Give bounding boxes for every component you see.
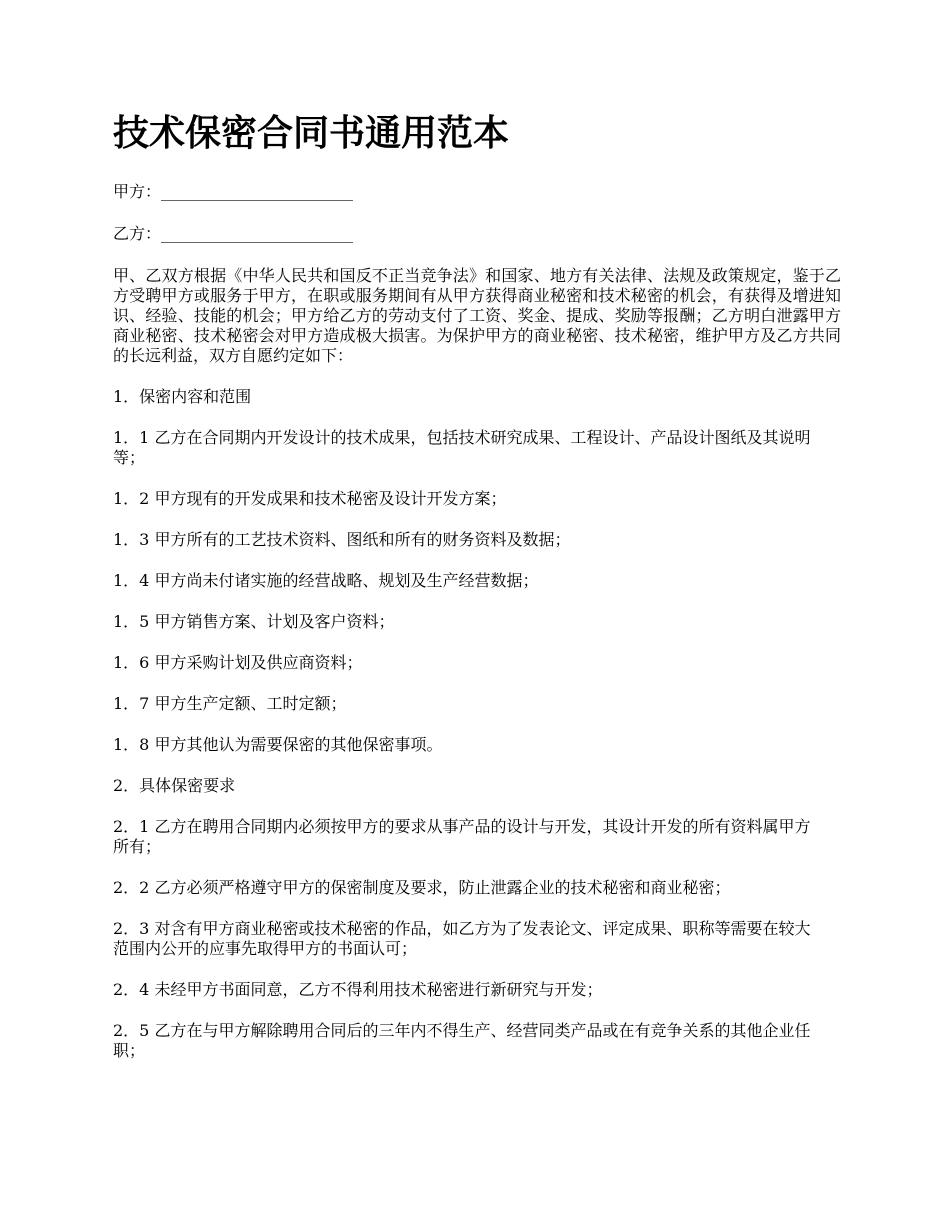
section-1-item-3: 1．3 甲方所有的工艺技术资料、图纸和所有的财务资料及数据； (113, 530, 571, 549)
section-2-item-4: 2．4 未经甲方书面同意，乙方不得利用技术秘密进行新研究与开发； (113, 980, 603, 999)
section-1-item-1: 1．1 乙方在合同期内开发设计的技术成果，包括技术研究成果、工程设计、产品设计图纸及其说明等； (113, 428, 811, 467)
section-2-item-3: 2．3 对含有甲方商业秘密或技术秘密的作品，如乙方为了发表论文、评定成果、职称等需要在较大范围内公开的应事先取得甲方的书面认可； (113, 919, 811, 958)
document-page (113, 108, 843, 1082)
intro-paragraph: 甲、乙双方根据《中华人民共和国反不正当竞争法》和国家、地方有关法律、法规及政策规定，鉴于乙方受聘甲方或服务于甲方，在职或服务期间有从甲方获得商业秘密和技术秘密的机会，有获得及增进知识、经验、技能的机会；甲方给乙方的劳动支付了工资、奖金、提成、奖励等报酬；乙方明白泄露甲方商业秘密、技术秘密会对甲方造成极大损害。为保护甲方的商业秘密、技术秘密，维护甲方及乙方共同的长远利益，双方自愿约定如下： (113, 266, 841, 365)
section-1-item-6: 1．6 甲方采购计划及供应商资料； (113, 653, 363, 672)
section-1-item-4: 1．4 甲方尚未付诸实施的经营战略、规划及生产经营数据； (113, 571, 539, 590)
party-b-line: 乙方：________________________ (113, 224, 354, 243)
section-1-item-7: 1．7 甲方生产定额、工时定额； (113, 694, 347, 713)
document-title: 技术保密合同书通用范本 (113, 113, 510, 154)
section-2-heading: 2．具体保密要求 (113, 776, 236, 795)
section-1-item-5: 1．5 甲方销售方案、计划及客户资料； (113, 612, 395, 631)
section-2-item-1: 2．1 乙方在聘用合同期内必须按甲方的要求从事产品的设计与开发，其设计开发的所有资料属甲方所有； (113, 817, 811, 856)
section-2-item-2: 2．2 乙方必须严格遵守甲方的保密制度及要求，防止泄露企业的技术秘密和商业秘密； (113, 878, 731, 897)
section-1-item-8: 1．8 甲方其他认为需要保密的其他保密事项。 (113, 735, 443, 754)
section-1-heading: 1．保密内容和范围 (113, 387, 252, 406)
party-a-line: 甲方：________________________ (113, 182, 354, 201)
section-1-item-2: 1．2 甲方现有的开发成果和技术秘密及设计开发方案； (113, 489, 507, 508)
section-2-item-5: 2．5 乙方在与甲方解除聘用合同后的三年内不得生产、经营同类产品或在有竞争关系的其他企业任职； (113, 1021, 811, 1060)
